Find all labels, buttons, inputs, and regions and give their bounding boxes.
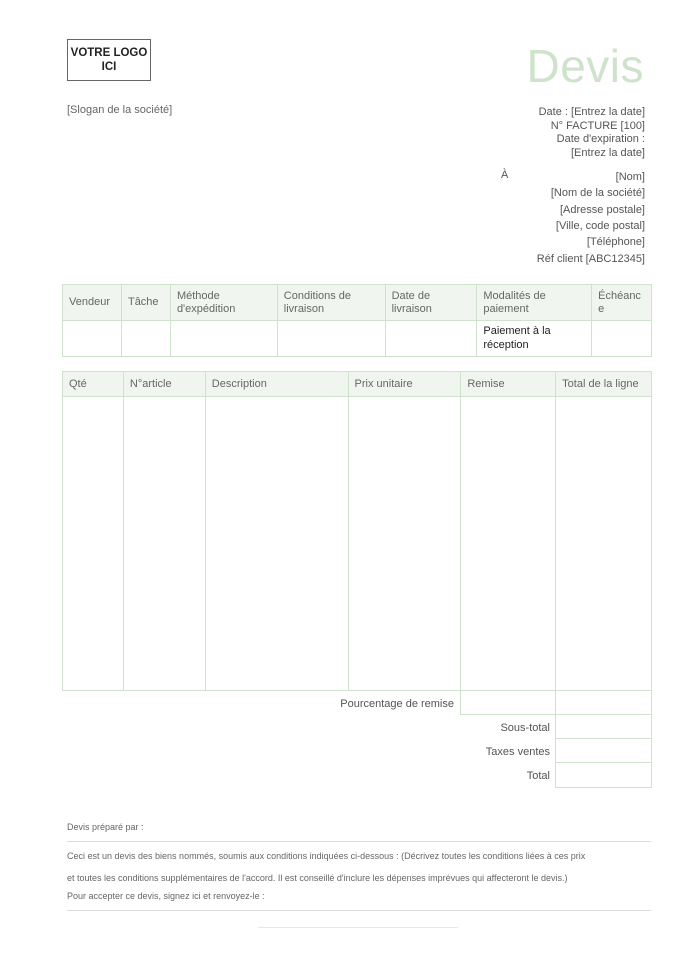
conditions-line-1: Ceci est un devis des biens nommés, soumis aux conditions indiquées ci-dessous : (Décrivez toutes les conditions liées à ces prix (67, 851, 586, 861)
prepared-by-line (67, 841, 651, 842)
cell-task[interactable] (121, 321, 170, 357)
total-label: Total (526, 770, 550, 782)
logo-placeholder (67, 39, 151, 81)
discount-percentage-extra-cell (555, 690, 652, 715)
logo-line-1: VOTRE LOGO (70, 47, 148, 59)
discount-percentage-field[interactable] (460, 690, 556, 715)
sales-tax-field[interactable] (555, 738, 652, 763)
header-discount: Remise (461, 372, 556, 397)
header-line-total: Total de la ligne (556, 372, 652, 397)
recipient-label: À (501, 169, 509, 181)
subtotal-label: Sous-total (500, 722, 550, 734)
cell-delivery-terms[interactable] (277, 321, 385, 357)
terms-header-row (63, 285, 652, 321)
subtotal-field[interactable] (555, 714, 652, 739)
header-qty: Qté (63, 372, 124, 397)
cell-description[interactable] (205, 397, 348, 691)
header-delivery-terms: Conditions de livraison (277, 285, 385, 321)
recipient-name: [Nom] (615, 171, 645, 183)
cell-line-total[interactable] (556, 397, 652, 691)
header-unit-price: Prix unitaire (348, 372, 461, 397)
header-due-date: Échéance (592, 285, 652, 321)
cell-item-number[interactable] (123, 397, 205, 691)
terms-table (62, 284, 652, 357)
recipient-city: [Ville, code postal] (555, 219, 645, 232)
header-description: Description (205, 372, 348, 397)
company-slogan: [Slogan de la société] (67, 104, 173, 116)
cell-shipping-method[interactable] (170, 321, 277, 357)
signature-line[interactable] (67, 910, 651, 911)
document-title: Devis (526, 40, 644, 92)
sales-tax-label: Taxes ventes (485, 746, 550, 758)
cell-delivery-date[interactable] (385, 321, 477, 357)
discount-percentage-label: Pourcentage de remise (340, 698, 454, 710)
recipient-client-ref: Réf client [ABC12345] (536, 252, 645, 265)
recipient-company: [Nom de la société] (550, 187, 645, 200)
cell-payment-terms[interactable]: Paiement à la réception (477, 321, 592, 357)
meta-date: Date : [Entrez la date] (538, 106, 645, 118)
divider (258, 927, 458, 928)
terms-row (63, 321, 652, 357)
items-table (62, 371, 652, 691)
conditions-line-2: et toutes les conditions supplémentaires de l'accord. Il est conseillé d'inclure les dépenses imprévues qui affecteront le devis.) (67, 873, 568, 883)
header-vendor: Vendeur (63, 285, 122, 321)
header-item-number: N°article (123, 372, 205, 397)
prepared-by-label: Devis préparé par : (67, 822, 144, 832)
recipient-address: [Adresse postale] (560, 203, 645, 216)
meta-invoice-number: N° FACTURE [100] (550, 119, 645, 132)
header-shipping-method: Méthode d'expédition (170, 285, 277, 321)
header-task: Tâche (121, 285, 170, 321)
header-delivery-date: Date de livraison (385, 285, 477, 321)
logo-line-2: ICI (101, 61, 117, 73)
accept-instruction: Pour accepter ce devis, signez ici et renvoyez-le : (67, 891, 265, 901)
cell-due-date[interactable] (592, 321, 652, 357)
total-field[interactable] (555, 762, 652, 788)
cell-qty[interactable] (63, 397, 124, 691)
items-body-row (63, 397, 652, 691)
cell-vendor[interactable] (63, 321, 122, 357)
cell-discount[interactable] (461, 397, 556, 691)
cell-unit-price[interactable] (348, 397, 461, 691)
recipient-phone: [Téléphone] (586, 236, 645, 249)
items-header-row (63, 372, 652, 397)
header-payment-terms: Modalités de paiement (477, 285, 592, 321)
meta-expiry-label: Date d'expiration : (556, 133, 645, 145)
meta-expiry-value: [Entrez la date] (571, 146, 645, 159)
